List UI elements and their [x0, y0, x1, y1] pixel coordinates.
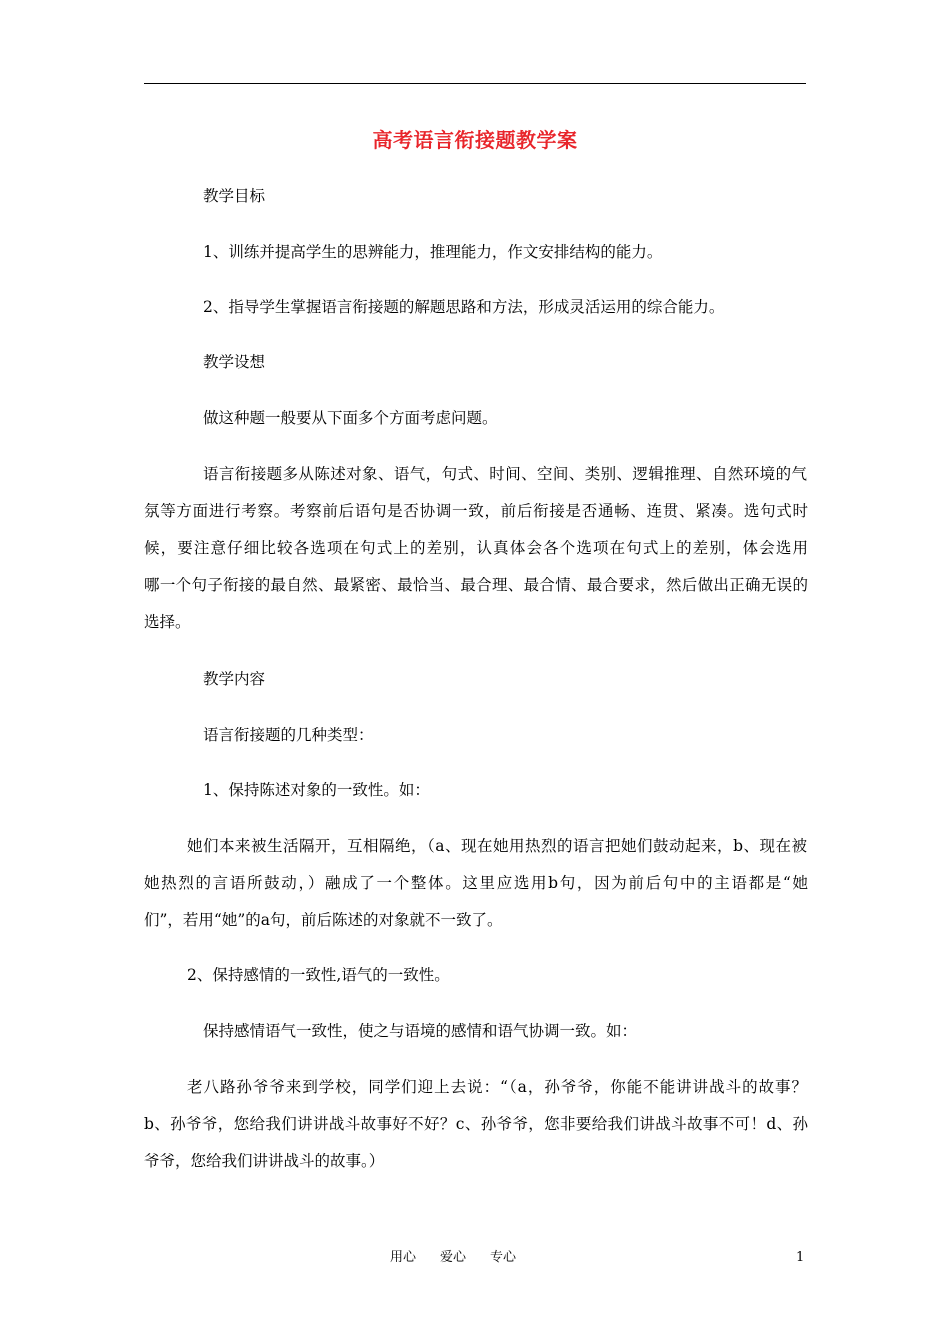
paragraph-line: 老八路孙爷爷来到学校，同学们迎上去说：“（a，孙爷爷，你能不能讲讲战斗的故事？: [187, 1078, 807, 1096]
section-heading-goals: 教学目标: [203, 187, 266, 205]
paragraph-line: 语言衔接题的几种类型：: [203, 726, 374, 744]
page-title: 高考语言衔接题教学案: [372, 128, 578, 152]
paragraph-line: 保持感情语气一致性，使之与语境的感情和语气协调一致。如：: [203, 1022, 638, 1040]
footer-motto: [390, 1248, 540, 1268]
paragraph-line: 哪一个句子衔接的最自然、最紧密、最恰当、最合理、最合情、最合要求，然后做出正确无误的: [144, 576, 808, 594]
paragraph-line: 选择。: [144, 613, 191, 631]
paragraph-line: 爷爷，您给我们讲讲战斗的故事。）: [144, 1152, 385, 1170]
paragraph-line: b、孙爷爷，您给我们讲讲战斗故事好不好？c、孙爷爷，您非要给我们讲战斗故事不可！d、孙: [144, 1115, 808, 1133]
section-heading-content: 教学内容: [203, 670, 266, 688]
footer-word: 专心: [490, 1250, 517, 1265]
paragraph-line: 们”，若用“她”的a句，前后陈述的对象就不一致了。: [144, 911, 503, 929]
footer-word: 用心: [390, 1250, 417, 1265]
paragraph-line: 她热烈的言语所鼓动，）融成了一个整体。这里应选用b句，因为前后句中的主语都是“她: [144, 874, 808, 892]
goal-item-2: 2、指导学生掌握语言衔接题的解题思路和方法，形成灵活运用的综合能力。: [203, 298, 725, 316]
paragraph-line: 氛等方面进行考察。考察前后语句是否协调一致，前后衔接是否通畅、连贯、紧凑。选句式时: [144, 502, 808, 520]
section-heading-concept: 教学设想: [203, 353, 266, 371]
header-rule: [144, 83, 806, 84]
paragraph-line: 做这种题一般要从下面多个方面考虑问题。: [203, 409, 498, 427]
goal-item-1: 1、训练并提高学生的思辨能力，推理能力，作文安排结构的能力。: [203, 243, 663, 261]
type-item-1: 1、保持陈述对象的一致性。如：: [203, 781, 430, 799]
type-item-2: 2、保持感情的一致性,语气的一致性。: [187, 966, 450, 984]
footer-word: 爱心: [440, 1250, 467, 1265]
page-number: 1: [796, 1250, 805, 1265]
paragraph-line: 候，要注意仔细比较各选项在句式上的差别，认真体会各个选项在句式上的差别，体会选用: [144, 539, 808, 557]
paragraph-line: 她们本来被生活隔开，互相隔绝，（a、现在她用热烈的语言把她们鼓动起来，b、现在被: [187, 837, 807, 855]
paragraph-line: 语言衔接题多从陈述对象、语气，句式、时间、空间、类别、逻辑推理、自然环境的气: [203, 465, 807, 483]
